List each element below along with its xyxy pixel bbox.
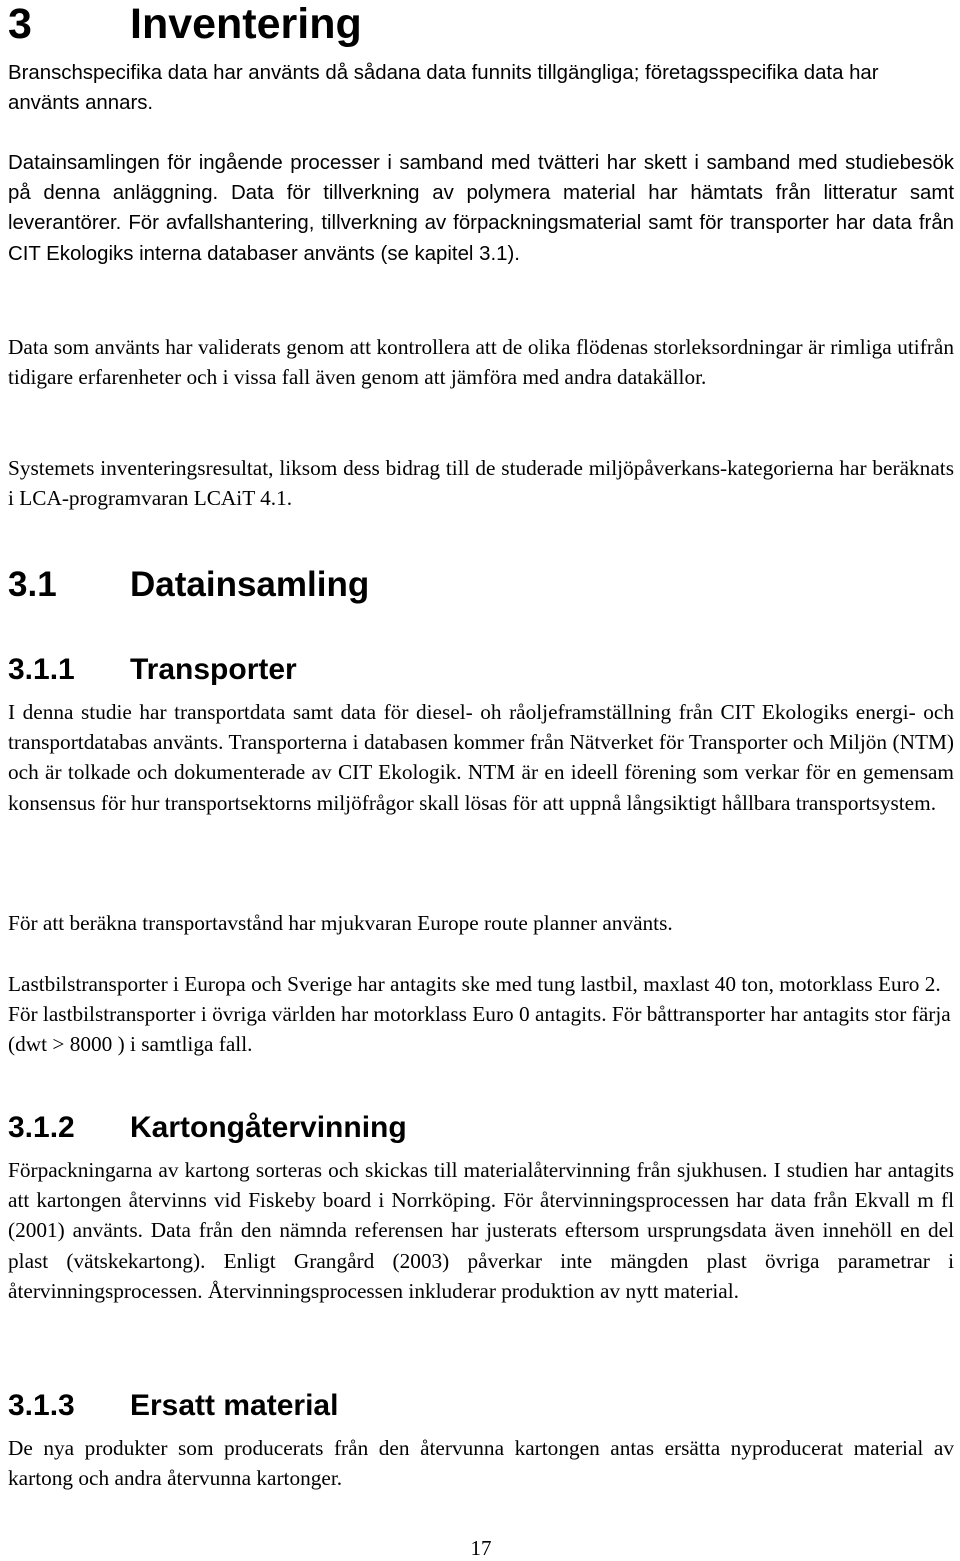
paragraph-data-collection xyxy=(8,148,954,269)
paragraph-transport-data: I denna studie har transportdata samt data för diesel- oh råoljeframställning från CIT Ekologiks energi- och transportdatabas använts. Transporterna i databasen kommer från Nätverket för Transporter och Miljön (NTM) och är tolkade och dokumenterade av CIT Ekologik. NTM är en ideell förening som verkar för en gemensam konsensus för hur transportsektorns miljöfrågor skall lösas för att uppnå långsiktigt hållbara transportsystem. xyxy=(8,700,954,815)
paragraph-cardboard-recycling: Förpackningarna av kartong sorteras och skickas till materialåtervinning från sjukhusen. I studien har antagits att kartongen återvinns vid Fiskeby board i Norrköping. För återvinningsprocessen har data från Ekvall m fl (2001) använts. Data från den nämnda referensen har justerats eftersom ursprungsdata även innehöll en del plast (vätskekartong). Enligt Grangård (2003) påverkar inte mängden plast övriga parametrar i återvinningsprocessen. Återvinningsprocessen inkluderar produktion av nytt material. xyxy=(8,1158,954,1303)
section-number: 3.1 xyxy=(8,565,57,604)
chapter-heading xyxy=(8,0,362,48)
section-title: Ersatt material xyxy=(130,1389,339,1422)
section-title: Transporter xyxy=(130,653,297,686)
section-heading-3-1-2 xyxy=(8,1110,407,1146)
section-number: 3.1.2 xyxy=(8,1111,75,1144)
section-heading-3-1-3 xyxy=(8,1388,338,1424)
paragraph-data-collection-part1: Datainsamlingen för ingående processer i samband med tvätteri har skett i samband med studiebesök på denna anläggning. xyxy=(8,152,954,205)
chapter-number: 3 xyxy=(8,0,32,48)
paragraph-truck-transport: Lastbilstransporter i Europa och Sverige har antagits ske med tung lastbil, maxlast 40 ton, motorklass Euro 2. För lastbilstransporter i övriga världen har motorklass Euro 0 antagits. För båttransporter har antagits stor färja (dwt > 8000 ) i samtliga fall. xyxy=(8,972,951,1057)
paragraph-intro: Branschspecifika data har använts då sådana data funnits tillgängliga; företagsspecifika data har använts annars. xyxy=(8,62,879,115)
section-title: Kartongåtervinning xyxy=(130,1111,407,1144)
section-heading-3-1-1 xyxy=(8,652,297,688)
page-number: 17 xyxy=(470,1536,492,1560)
section-number: 3.1.3 xyxy=(8,1389,75,1422)
section-number: 3.1.1 xyxy=(8,653,75,686)
section-title: Datainsamling xyxy=(130,565,370,604)
chapter-title: Inventering xyxy=(130,0,362,48)
paragraph-validation: Data som använts har validerats genom att kontrollera att de olika flödenas storleksordningar är rimliga utifrån tidigare erfarenheter och i vissa fall även genom att jämföra med andra datakällor. xyxy=(8,335,954,390)
paragraph-route-planner: För att beräkna transportavstånd har mjukvaran Europe route planner använts. xyxy=(8,911,673,935)
paragraph-results: Systemets inventeringsresultat, liksom dess bidrag till de studerade miljöpåverkans-kategorierna har beräknats i LCA-programvaran LCAiT 4.1. xyxy=(8,456,954,511)
paragraph-replaced-material: De nya produkter som producerats från den återvunna kartongen antas ersätta nyproducerat material av kartong och andra återvunna kartonger. xyxy=(8,1436,954,1491)
section-heading-3-1 xyxy=(8,565,369,605)
paragraph-data-collection-part2: Data för tillverkning av polymera material har hämtats från litteratur samt leverantörer. För avfallshantering, tillverkning av förpackningsmaterial samt för transporter har data från CIT Ekologiks interna databaser använts (se kapitel 3.1). xyxy=(8,182,955,265)
